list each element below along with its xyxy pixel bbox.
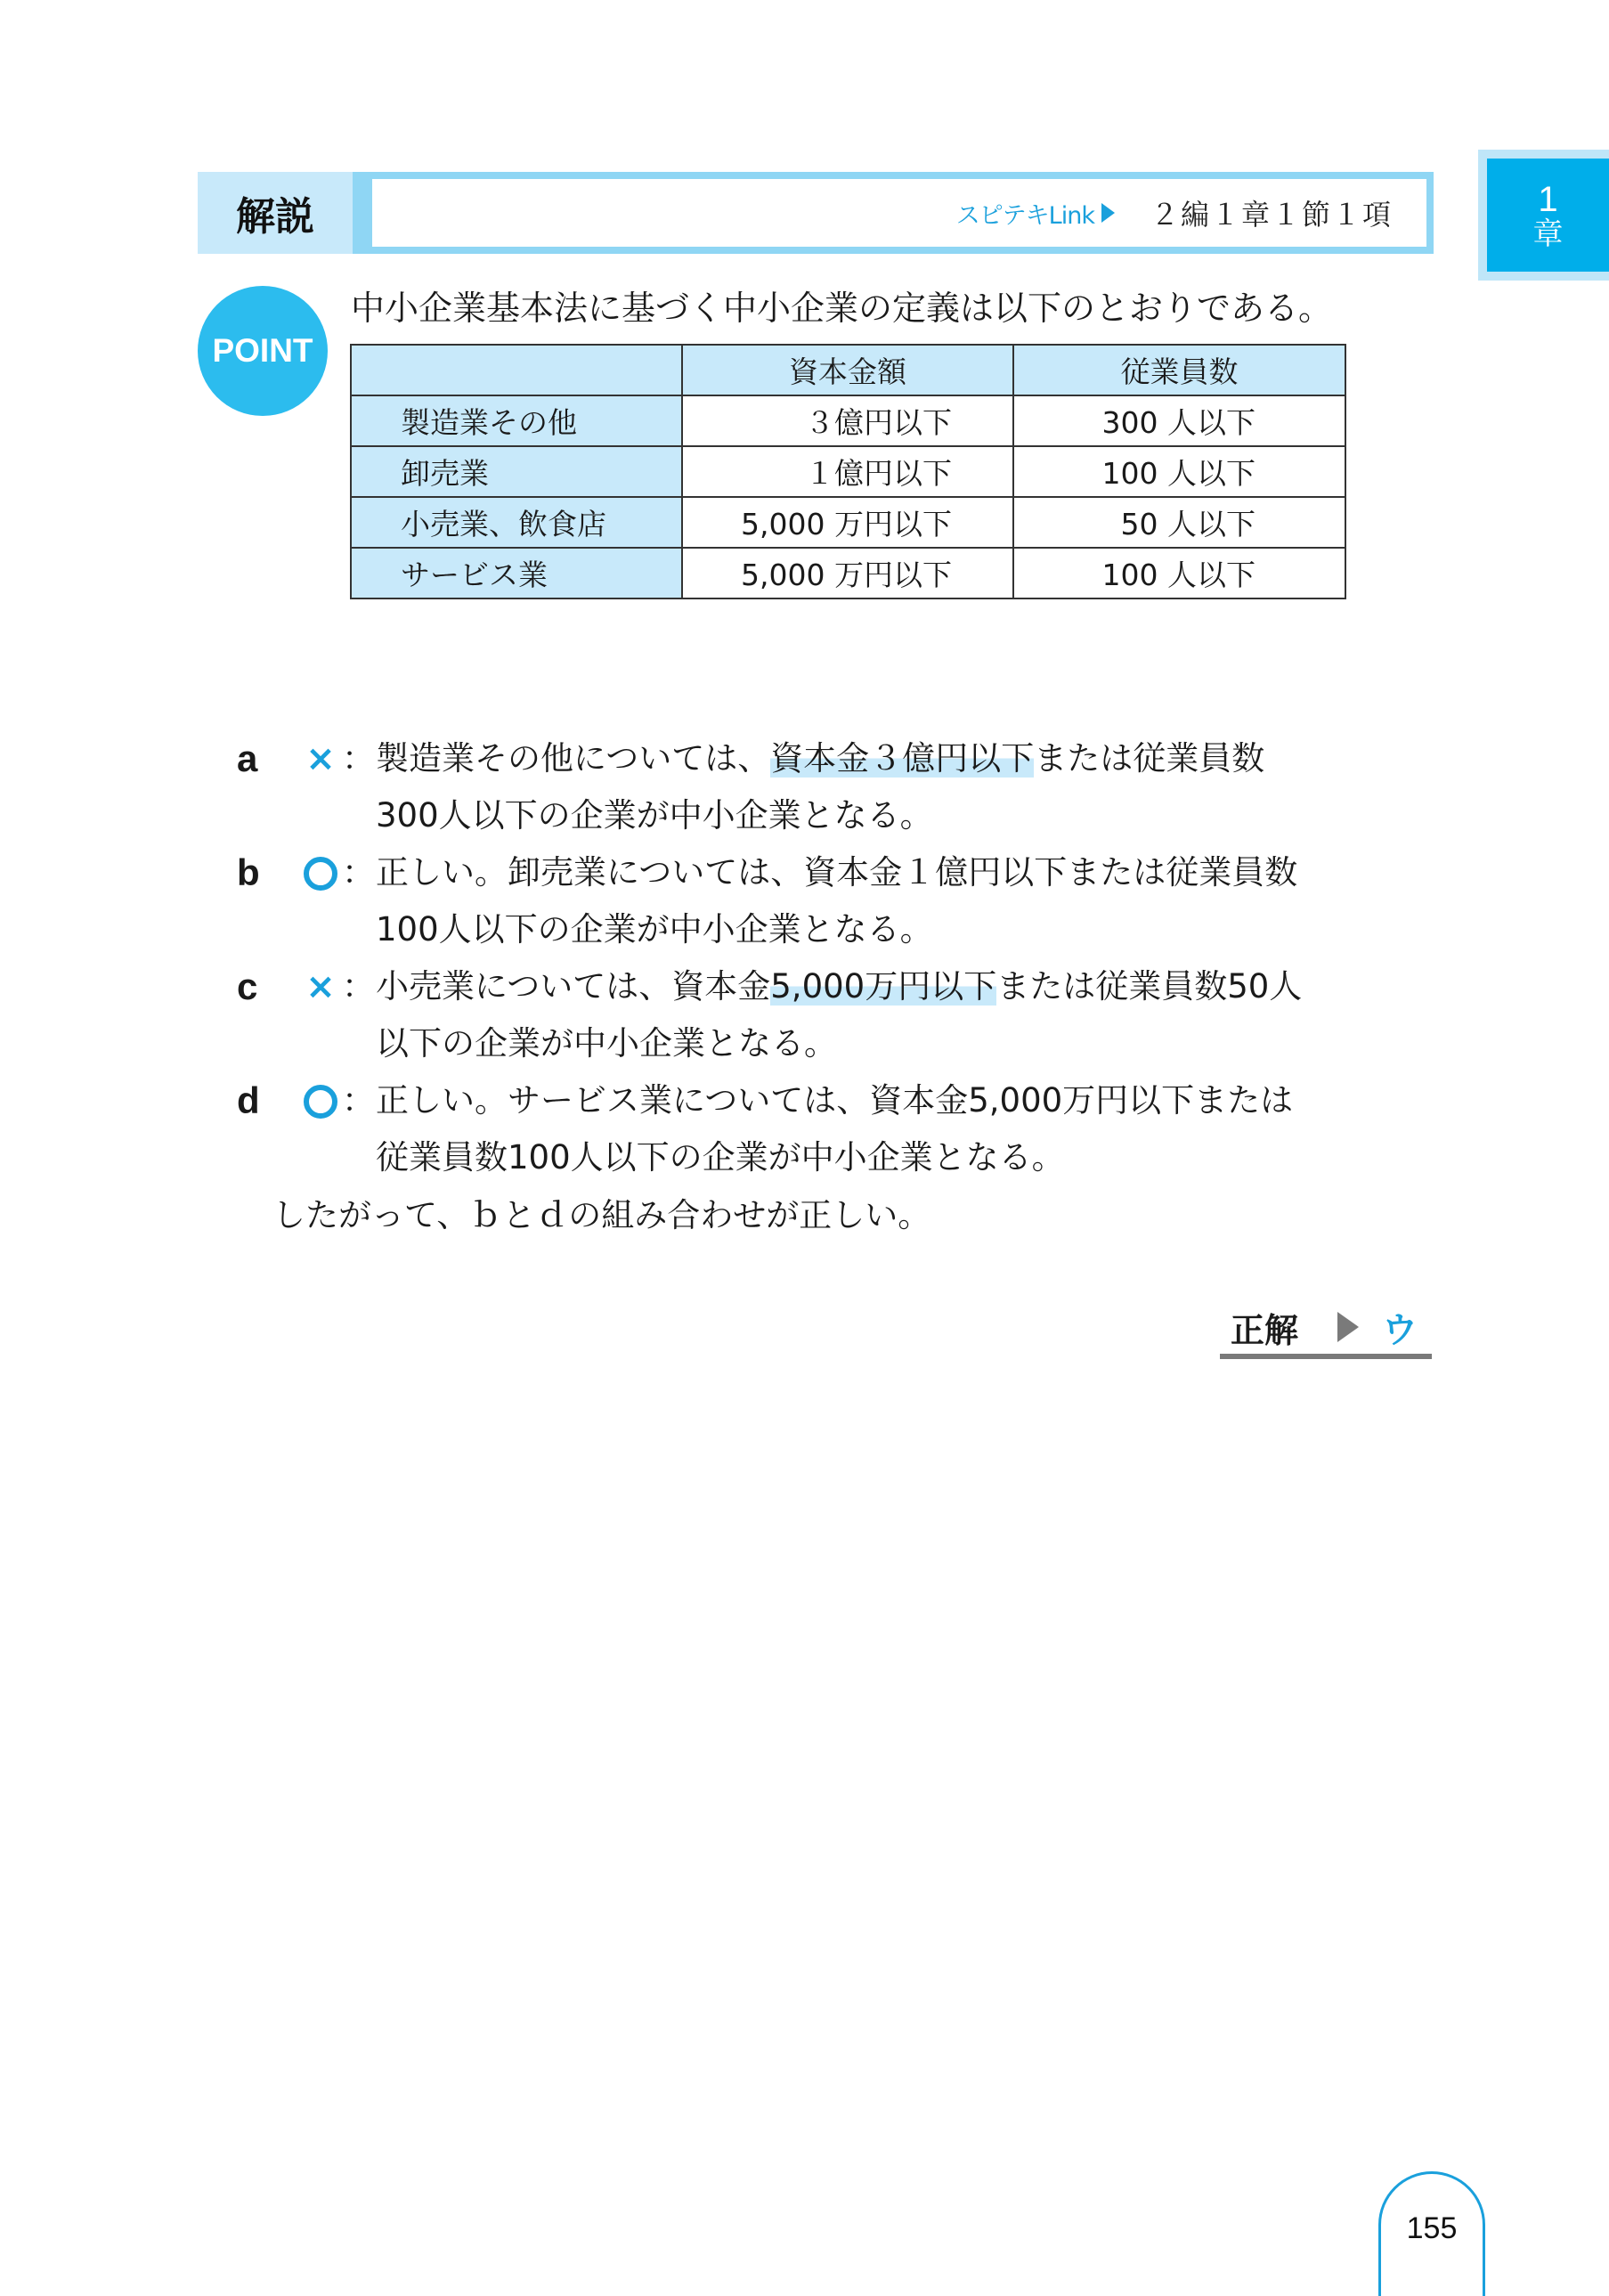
chapter-tab	[1478, 150, 1609, 281]
item-colon: ：	[342, 1081, 375, 1120]
item-text-post: または従業員数300人以下の企業が中小企業となる。	[376, 739, 1265, 835]
item-text	[376, 1072, 1311, 1186]
conclusion-text: したがって、ｂとｄの組み合わせが正しい。	[272, 1196, 931, 1234]
item-text	[376, 958, 1311, 1072]
point-intro-text: 中小企業基本法に基づく中小企業の定義は以下のとおりである。	[351, 289, 1333, 328]
point-badge: POINT	[198, 286, 328, 416]
item-letter: c	[237, 965, 258, 1007]
highlighted-text: 資本金３億円以下	[770, 739, 1035, 778]
section-title-explanation: 解説	[198, 172, 353, 254]
industry-cell: サービス業	[351, 548, 682, 598]
chapter-number: 1	[1538, 179, 1558, 219]
triangle-right-icon	[1337, 1312, 1359, 1342]
answer-value: ウ	[1382, 1309, 1418, 1351]
answer-label: 正解	[1231, 1310, 1299, 1350]
capital-cell: １億円以下	[682, 446, 1013, 497]
item-text	[376, 844, 1311, 958]
employees-cell: 100 人以下	[1013, 446, 1345, 497]
capital-cell: 5,000 万円以下	[682, 497, 1013, 548]
item-letter: d	[237, 1079, 260, 1121]
item-text-pre: 製造業その他については、	[376, 739, 771, 778]
item-text-pre: 小売業については、資本金	[376, 967, 771, 1006]
employees-cell: 300 人以下	[1013, 395, 1345, 446]
employees-cell: 50 人以下	[1013, 497, 1345, 548]
item-colon: ：	[342, 853, 375, 892]
sme-definition-table	[350, 344, 1346, 599]
table-header-cell: 従業員数	[1013, 345, 1345, 395]
item-colon: ：	[342, 739, 375, 778]
capital-cell: ３億円以下	[682, 395, 1013, 446]
employees-cell: 100 人以下	[1013, 548, 1345, 598]
industry-cell: 卸売業	[351, 446, 682, 497]
item-letter: b	[237, 851, 260, 893]
explanation-item-d	[237, 1072, 1483, 1186]
highlighted-text: 5,000万円以下	[770, 967, 997, 1006]
item-colon: ：	[342, 967, 375, 1006]
industry-cell: 製造業その他	[351, 395, 682, 446]
table-header-cell: 資本金額	[682, 345, 1013, 395]
correct-answer	[1220, 1300, 1432, 1359]
supiteki-link-label: スピテキLink	[955, 201, 1094, 230]
item-text	[376, 730, 1311, 844]
chapter-tab-inner	[1487, 159, 1609, 272]
cross-mark-icon: ×	[305, 966, 336, 1007]
industry-cell: 小売業、飲食店	[351, 497, 682, 548]
table-header-cell	[351, 345, 682, 395]
explanation-item-c	[237, 958, 1483, 1072]
explanation-item-a	[237, 730, 1483, 844]
reference-link-inner	[372, 179, 1426, 247]
circle-mark-icon	[303, 1072, 338, 1136]
reference-link-bar	[353, 172, 1434, 254]
circle-mark-icon	[303, 844, 338, 908]
item-text-pre: 正しい。卸売業については、資本金１億円以下または従業員数100人以下の企業が中小企業となる。	[376, 853, 1298, 949]
table-row	[351, 497, 1345, 548]
item-text-post: または従業員数50人以下の企業が中小企業となる。	[376, 967, 1303, 1063]
capital-cell: 5,000 万円以下	[682, 548, 1013, 598]
cross-mark-icon: ×	[305, 738, 336, 779]
item-text-pre: 正しい。サービス業については、資本金5,000万円以下または従業員数100人以下の企業が中小企業となる。	[376, 1081, 1294, 1176]
chapter-word: 章	[1532, 216, 1564, 252]
table-row	[351, 446, 1345, 497]
item-letter: a	[237, 737, 258, 779]
explanation-item-b	[237, 844, 1483, 958]
page-number: 155	[1378, 2171, 1485, 2296]
table-row	[351, 395, 1345, 446]
triangle-right-icon	[1101, 203, 1115, 223]
table-header-row	[351, 345, 1345, 395]
reference-target: ２編１章１節１項	[1150, 198, 1393, 232]
table-row	[351, 548, 1345, 598]
